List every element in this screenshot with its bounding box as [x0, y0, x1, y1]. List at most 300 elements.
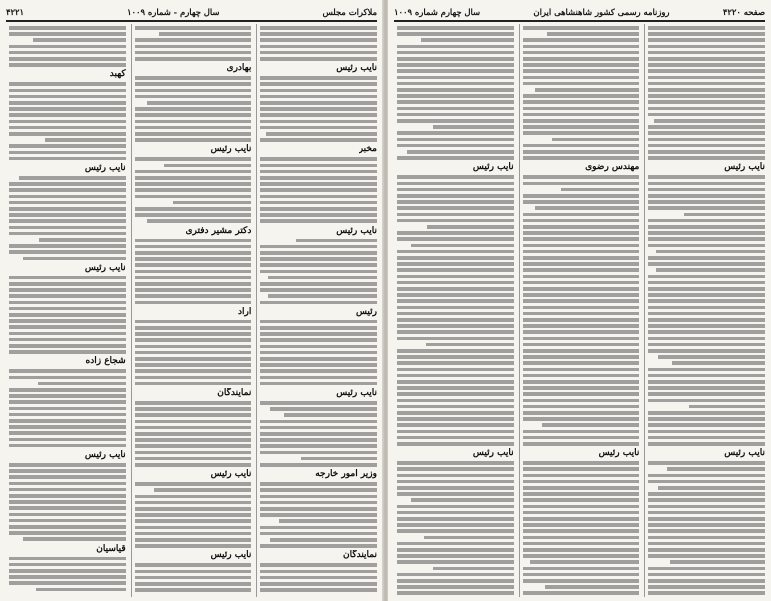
text-line	[135, 501, 252, 505]
text-line	[260, 251, 377, 255]
text-line	[279, 519, 377, 523]
text-line	[397, 275, 514, 279]
text-line	[9, 425, 126, 429]
speaker-heading: آراد	[237, 306, 252, 317]
text-line	[38, 382, 126, 386]
text-line	[523, 299, 640, 303]
text-line	[648, 138, 765, 142]
text-line	[9, 95, 126, 99]
text-line	[9, 282, 126, 286]
text-line	[9, 525, 126, 529]
text-line	[523, 337, 640, 341]
text-line	[427, 225, 513, 229]
text-line	[397, 392, 514, 396]
text-line	[397, 281, 514, 285]
left-column-3	[6, 24, 126, 597]
text-line	[135, 107, 252, 111]
text-line	[397, 182, 514, 186]
speaker-heading: شجاع زاده	[85, 356, 126, 367]
text-line	[523, 486, 640, 490]
text-line	[260, 382, 377, 386]
text-line	[135, 239, 252, 243]
speaker-heading: مهندس رضوی	[585, 162, 640, 173]
text-line	[260, 332, 377, 336]
text-line	[270, 538, 377, 542]
text-line	[648, 175, 765, 179]
text-line	[648, 498, 765, 502]
text-line	[260, 432, 377, 436]
text-line	[648, 474, 765, 478]
text-line	[424, 536, 514, 540]
text-line	[23, 257, 126, 261]
text-line	[547, 32, 639, 36]
text-line	[135, 338, 252, 342]
text-line	[648, 244, 765, 248]
text-line	[260, 282, 377, 286]
text-line	[545, 585, 640, 589]
text-line	[523, 380, 640, 384]
text-line	[523, 231, 640, 235]
text-line	[648, 150, 765, 154]
text-line	[135, 544, 252, 548]
text-line	[135, 432, 252, 436]
text-line	[530, 560, 640, 564]
text-line	[397, 554, 514, 558]
text-line	[260, 101, 377, 105]
text-line	[648, 131, 765, 135]
text-line	[523, 548, 640, 552]
text-line	[523, 250, 640, 254]
text-line	[260, 326, 377, 330]
text-line	[135, 438, 252, 442]
text-line	[9, 250, 126, 254]
text-line	[654, 119, 765, 123]
text-line	[648, 386, 765, 390]
text-line	[397, 94, 514, 98]
text-line	[135, 170, 252, 174]
text-line	[135, 138, 252, 142]
text-line	[9, 388, 126, 392]
text-line	[523, 355, 640, 359]
speaker-heading: دکتر مشیر دفتری	[185, 225, 252, 236]
left-header-center: سال چهارم - شماره ۱۰۰۹	[126, 7, 220, 17]
text-line	[9, 151, 126, 155]
text-block	[9, 24, 126, 597]
text-line	[648, 591, 765, 595]
text-line	[260, 369, 377, 373]
text-line	[648, 461, 765, 465]
text-line	[135, 426, 252, 430]
text-line	[523, 442, 640, 446]
speaker-heading: نایب رئیس	[724, 162, 765, 173]
text-line	[433, 567, 514, 571]
text-line	[260, 438, 377, 442]
text-line	[397, 26, 514, 30]
text-line	[135, 413, 252, 417]
text-line	[523, 175, 640, 179]
text-line	[135, 188, 252, 192]
text-line	[648, 144, 765, 148]
text-line	[260, 444, 377, 448]
right-column-1	[644, 24, 765, 597]
text-line	[135, 120, 252, 124]
text-block	[397, 24, 514, 597]
text-line	[523, 256, 640, 260]
text-line	[397, 213, 514, 217]
text-line	[523, 100, 640, 104]
text-line	[397, 88, 514, 92]
text-line	[523, 45, 640, 49]
text-line	[397, 405, 514, 409]
text-line	[260, 164, 377, 168]
right-header-left: سال چهارم شماره ۱۰۰۹	[394, 7, 481, 17]
text-line	[260, 126, 377, 130]
text-line	[260, 38, 377, 42]
text-line	[397, 219, 514, 223]
text-line	[397, 492, 514, 496]
text-line	[397, 411, 514, 415]
text-line	[523, 287, 640, 291]
text-line	[397, 486, 514, 490]
text-line	[648, 206, 765, 210]
text-line	[260, 544, 377, 548]
text-line	[523, 306, 640, 310]
text-line	[648, 82, 765, 86]
text-line	[542, 423, 639, 427]
speaker-heading: نایب رئیس	[84, 163, 126, 173]
text-line	[397, 399, 514, 403]
text-line	[135, 345, 252, 349]
text-line	[648, 94, 765, 98]
text-line	[523, 505, 640, 509]
right-header-right: صفحه ۴۲۲۰	[722, 7, 765, 17]
text-line	[9, 506, 126, 510]
text-line	[135, 532, 252, 536]
speaker-heading: نایب رئیس	[472, 162, 514, 173]
text-line	[648, 237, 765, 241]
text-line	[648, 554, 765, 558]
text-line	[523, 225, 640, 229]
text-line	[260, 301, 377, 305]
text-line	[648, 492, 765, 496]
text-line	[648, 529, 765, 533]
text-line	[523, 281, 640, 285]
text-line	[9, 482, 126, 486]
text-line	[397, 306, 514, 310]
text-line	[523, 119, 640, 123]
text-line	[397, 100, 514, 104]
text-line	[648, 312, 765, 316]
text-line	[397, 474, 514, 478]
speaker-heading: نایب رئیس	[336, 388, 377, 398]
text-line	[648, 417, 765, 421]
text-line	[9, 419, 126, 423]
text-line	[397, 237, 514, 241]
text-line	[648, 88, 765, 92]
text-line	[135, 113, 252, 117]
text-line	[648, 188, 765, 192]
text-line	[135, 482, 252, 486]
text-line	[397, 268, 514, 272]
text-line	[9, 307, 126, 311]
text-line	[9, 400, 126, 404]
text-line	[36, 588, 126, 592]
text-line	[426, 343, 514, 347]
speaker-heading: نایب رئیس	[84, 262, 126, 273]
text-line	[648, 275, 765, 279]
text-line	[648, 337, 765, 341]
text-line	[523, 411, 640, 415]
text-line	[135, 157, 252, 161]
text-line	[397, 529, 514, 533]
text-line	[135, 588, 252, 592]
text-line	[648, 436, 765, 440]
text-line	[658, 355, 765, 359]
text-line	[648, 113, 765, 117]
text-line	[9, 63, 126, 67]
text-line	[397, 523, 514, 527]
text-line	[260, 576, 377, 580]
text-line	[260, 376, 377, 380]
text-line	[648, 511, 765, 515]
text-line	[260, 263, 377, 267]
text-line	[9, 444, 126, 448]
speaker-heading: بهادری	[226, 63, 252, 74]
text-line	[260, 563, 377, 567]
speaker-heading: نمایندگان	[217, 388, 252, 398]
text-line	[689, 405, 765, 409]
text-line	[648, 423, 765, 427]
text-line	[397, 231, 514, 235]
right-page-header	[394, 4, 765, 22]
text-line	[260, 95, 377, 99]
text-line	[397, 361, 514, 365]
text-line	[9, 207, 126, 211]
text-line	[260, 45, 377, 49]
text-line	[523, 374, 640, 378]
text-line	[523, 107, 640, 111]
text-line	[411, 498, 514, 502]
text-line	[397, 188, 514, 192]
text-line	[523, 131, 640, 135]
text-line	[9, 120, 126, 124]
text-line	[9, 57, 126, 61]
text-line	[9, 500, 126, 504]
text-line	[648, 200, 765, 204]
text-line	[147, 101, 251, 105]
text-line	[523, 474, 640, 478]
text-line	[397, 349, 514, 353]
text-line	[135, 320, 252, 324]
text-line	[397, 200, 514, 204]
text-line	[523, 275, 640, 279]
text-line	[268, 294, 377, 298]
text-line	[523, 57, 640, 61]
text-line	[260, 76, 377, 80]
text-line	[260, 357, 377, 361]
text-line	[411, 244, 514, 248]
text-line	[260, 219, 377, 223]
text-line	[523, 461, 640, 465]
text-line	[9, 463, 126, 467]
text-line	[648, 38, 765, 42]
text-line	[670, 560, 765, 564]
text-line	[523, 213, 640, 217]
text-block	[135, 24, 252, 597]
text-line	[397, 299, 514, 303]
text-line	[397, 76, 514, 80]
text-line	[648, 156, 765, 160]
text-line	[523, 312, 640, 316]
text-line	[397, 318, 514, 322]
text-line	[135, 451, 252, 455]
text-line	[648, 76, 765, 80]
text-line	[656, 250, 765, 254]
text-line	[135, 294, 252, 298]
text-block	[260, 24, 377, 597]
text-line	[523, 63, 640, 67]
text-line	[9, 182, 126, 186]
text-line	[135, 26, 252, 30]
text-line	[397, 585, 514, 589]
text-line	[9, 488, 126, 492]
text-line	[260, 82, 377, 86]
text-line	[9, 338, 126, 342]
text-line	[397, 206, 514, 210]
text-line	[9, 244, 126, 248]
text-line	[397, 461, 514, 465]
text-line	[397, 45, 514, 49]
text-line	[397, 250, 514, 254]
text-line	[260, 513, 377, 517]
text-line	[135, 38, 252, 42]
text-line	[260, 107, 377, 111]
text-line	[135, 57, 252, 61]
text-line	[397, 467, 514, 471]
text-line	[397, 386, 514, 390]
text-line	[648, 262, 765, 266]
text-line	[648, 306, 765, 310]
text-line	[523, 182, 640, 186]
text-line	[397, 430, 514, 434]
text-line	[523, 318, 640, 322]
text-line	[648, 182, 765, 186]
text-line	[397, 293, 514, 297]
left-page-columns	[6, 24, 377, 597]
text-line	[9, 513, 126, 517]
text-line	[9, 569, 126, 573]
left-page-header	[6, 4, 377, 22]
text-line	[523, 573, 640, 577]
text-line	[135, 288, 252, 292]
text-line	[648, 505, 765, 509]
text-line	[260, 345, 377, 349]
text-line	[523, 567, 640, 571]
text-line	[9, 113, 126, 117]
text-line	[260, 138, 377, 142]
text-line	[260, 451, 377, 455]
speaker-heading: رئیس	[355, 306, 377, 317]
text-line	[523, 480, 640, 484]
text-line	[135, 76, 252, 80]
text-line	[9, 213, 126, 217]
text-line	[397, 548, 514, 552]
text-line	[397, 156, 514, 160]
text-line	[135, 526, 252, 530]
text-line	[648, 517, 765, 521]
text-line	[260, 570, 377, 574]
text-line	[397, 423, 514, 427]
text-line	[9, 126, 126, 130]
text-line	[260, 270, 377, 274]
text-line	[39, 238, 125, 242]
text-line	[260, 482, 377, 486]
text-line	[397, 591, 514, 595]
left-header-right: ملاکرات مجلس	[322, 7, 377, 17]
text-line	[648, 293, 765, 297]
text-line	[260, 420, 377, 424]
text-line	[135, 519, 252, 523]
text-line	[260, 120, 377, 124]
text-line	[9, 350, 126, 354]
speaker-heading: نایب رئیس	[210, 144, 252, 155]
text-line	[260, 351, 377, 355]
text-line	[9, 301, 126, 305]
text-line	[135, 326, 252, 330]
text-line	[523, 324, 640, 328]
text-line	[135, 195, 252, 199]
text-line	[135, 582, 252, 586]
text-line	[523, 492, 640, 496]
text-line	[260, 26, 377, 30]
text-line	[648, 45, 765, 49]
text-line	[135, 363, 252, 367]
text-line	[397, 312, 514, 316]
text-line	[648, 374, 765, 378]
text-line	[397, 144, 514, 148]
text-line	[135, 282, 252, 286]
text-line	[523, 150, 640, 154]
text-line	[397, 113, 514, 117]
speaker-heading: نایب رئیس	[472, 448, 514, 459]
text-line	[523, 82, 640, 86]
text-line	[135, 382, 252, 386]
speaker-heading: نایب رئیس	[724, 448, 765, 459]
text-line	[648, 548, 765, 552]
text-line	[397, 573, 514, 577]
text-line	[552, 138, 640, 142]
text-line	[648, 573, 765, 577]
text-line	[135, 507, 252, 511]
text-line	[523, 330, 640, 334]
text-line	[260, 401, 377, 405]
text-line	[397, 368, 514, 372]
text-line	[397, 57, 514, 61]
text-line	[648, 330, 765, 334]
text-line	[523, 125, 640, 129]
text-line	[397, 119, 514, 123]
text-line	[397, 511, 514, 515]
text-line	[684, 213, 765, 217]
text-line	[135, 357, 252, 361]
text-line	[397, 374, 514, 378]
text-line	[523, 554, 640, 558]
text-line	[523, 368, 640, 372]
text-line	[9, 101, 126, 105]
text-line	[648, 585, 765, 589]
text-line	[33, 38, 125, 42]
text-line	[648, 536, 765, 540]
